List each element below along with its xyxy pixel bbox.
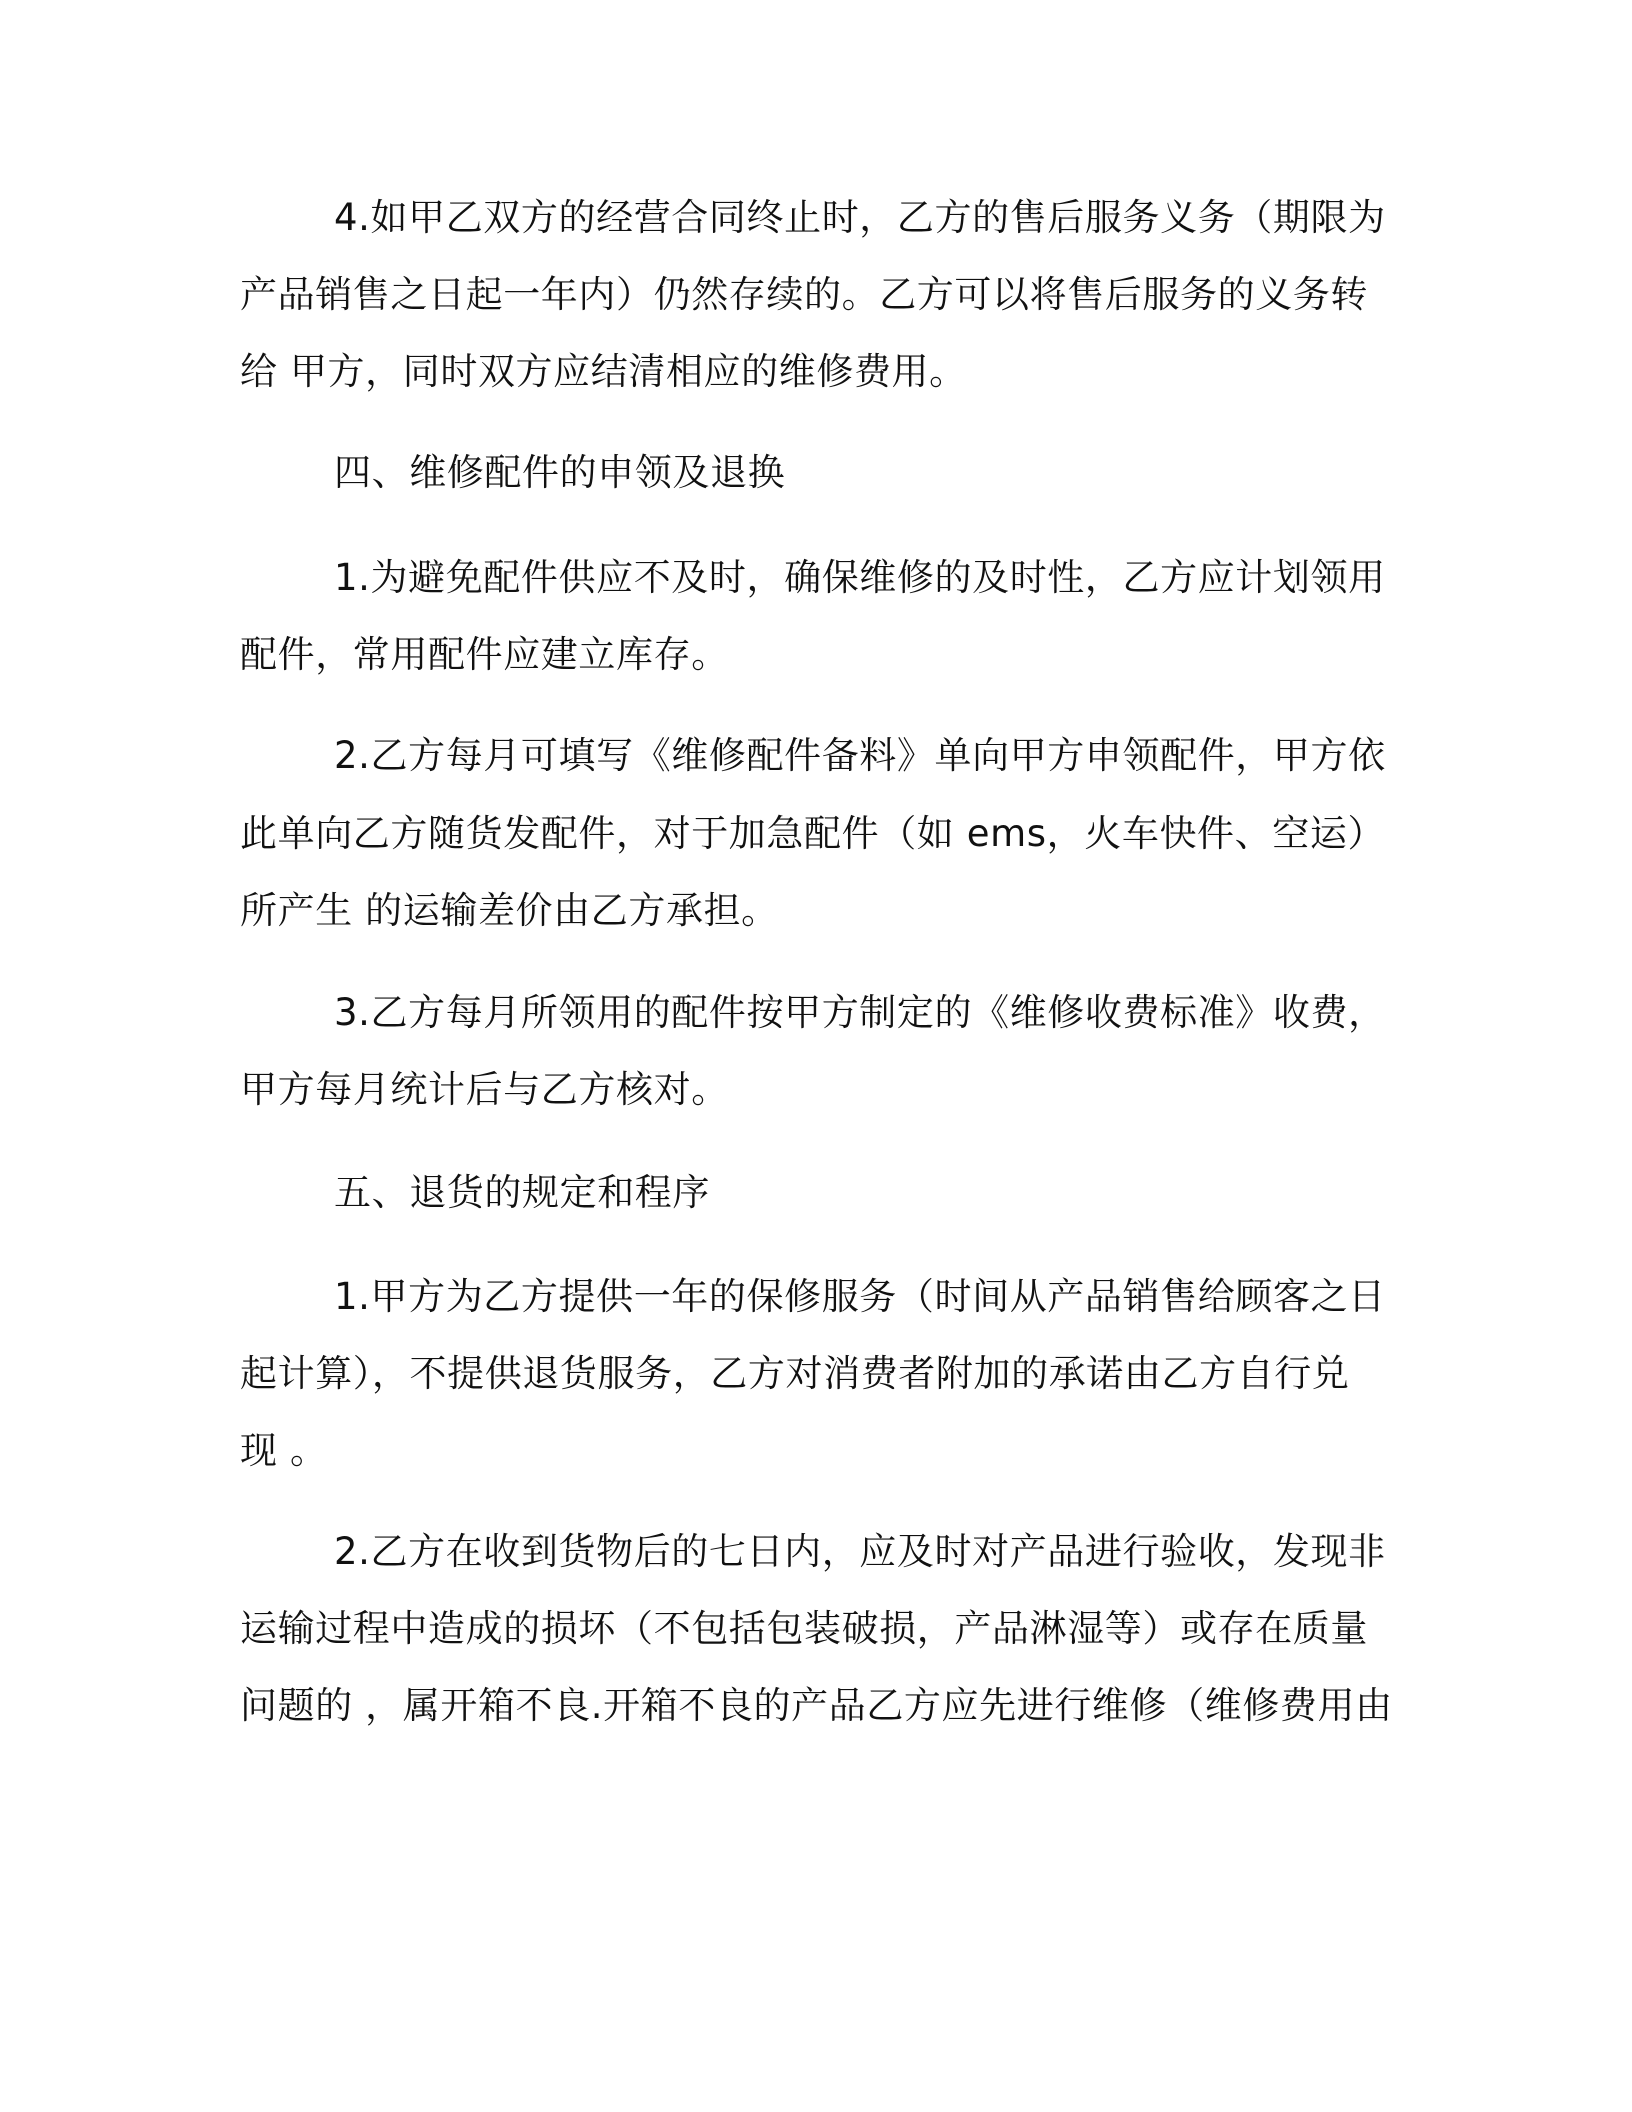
paragraph-line: 1.甲方为乙方提供一年的保修服务（时间从产品销售给顾客之日 bbox=[334, 1275, 1386, 1318]
paragraph-line: 4.如甲乙双方的经营合同终止时，乙方的售后服务义务（期限为 bbox=[334, 196, 1386, 239]
paragraph-line: 3.乙方每月所领用的配件按甲方制定的《维修收费标准》收费， bbox=[334, 991, 1386, 1034]
paragraph-line: 甲方每月统计后与乙方核对。 bbox=[240, 1068, 729, 1111]
paragraph-line: 产品销售之日起一年内）仍然存续的。乙方可以将售后服务的义务转 bbox=[240, 273, 1368, 316]
paragraph-line: 运输过程中造成的损坏（不包括包装破损，产品淋湿等）或存在质量 bbox=[240, 1607, 1368, 1650]
paragraph-line: 问题的 ，属开箱不良.开箱不良的产品乙方应先进行维修（维修费用由 bbox=[240, 1684, 1393, 1727]
paragraph-line: 此单向乙方随货发配件，对于加急配件（如 ems，火车快件、空运） bbox=[240, 812, 1386, 855]
paragraph-line: 1.为避免配件供应不及时，确保维修的及时性，乙方应计划领用 bbox=[334, 556, 1386, 599]
paragraph-line: 配件，常用配件应建立库存。 bbox=[240, 633, 729, 676]
paragraph-line: 给 甲方，同时双方应结清相应的维修费用。 bbox=[240, 350, 967, 393]
paragraph-line: 现 。 bbox=[240, 1429, 328, 1472]
paragraph-line: 所产生 的运输差价由乙方承担。 bbox=[240, 889, 779, 932]
paragraph-line: 2.乙方每月可填写《维修配件备料》单向甲方申领配件，甲方依 bbox=[334, 734, 1386, 777]
paragraph-line: 2.乙方在收到货物后的七日内，应及时对产品进行验收，发现非 bbox=[334, 1530, 1386, 1573]
section-heading: 四、维修配件的申领及退换 bbox=[334, 451, 786, 494]
paragraph-line: 起计算），不提供退货服务，乙方对消费者附加的承诺由乙方自行兑 bbox=[240, 1352, 1350, 1395]
section-heading: 五、退货的规定和程序 bbox=[334, 1171, 710, 1214]
